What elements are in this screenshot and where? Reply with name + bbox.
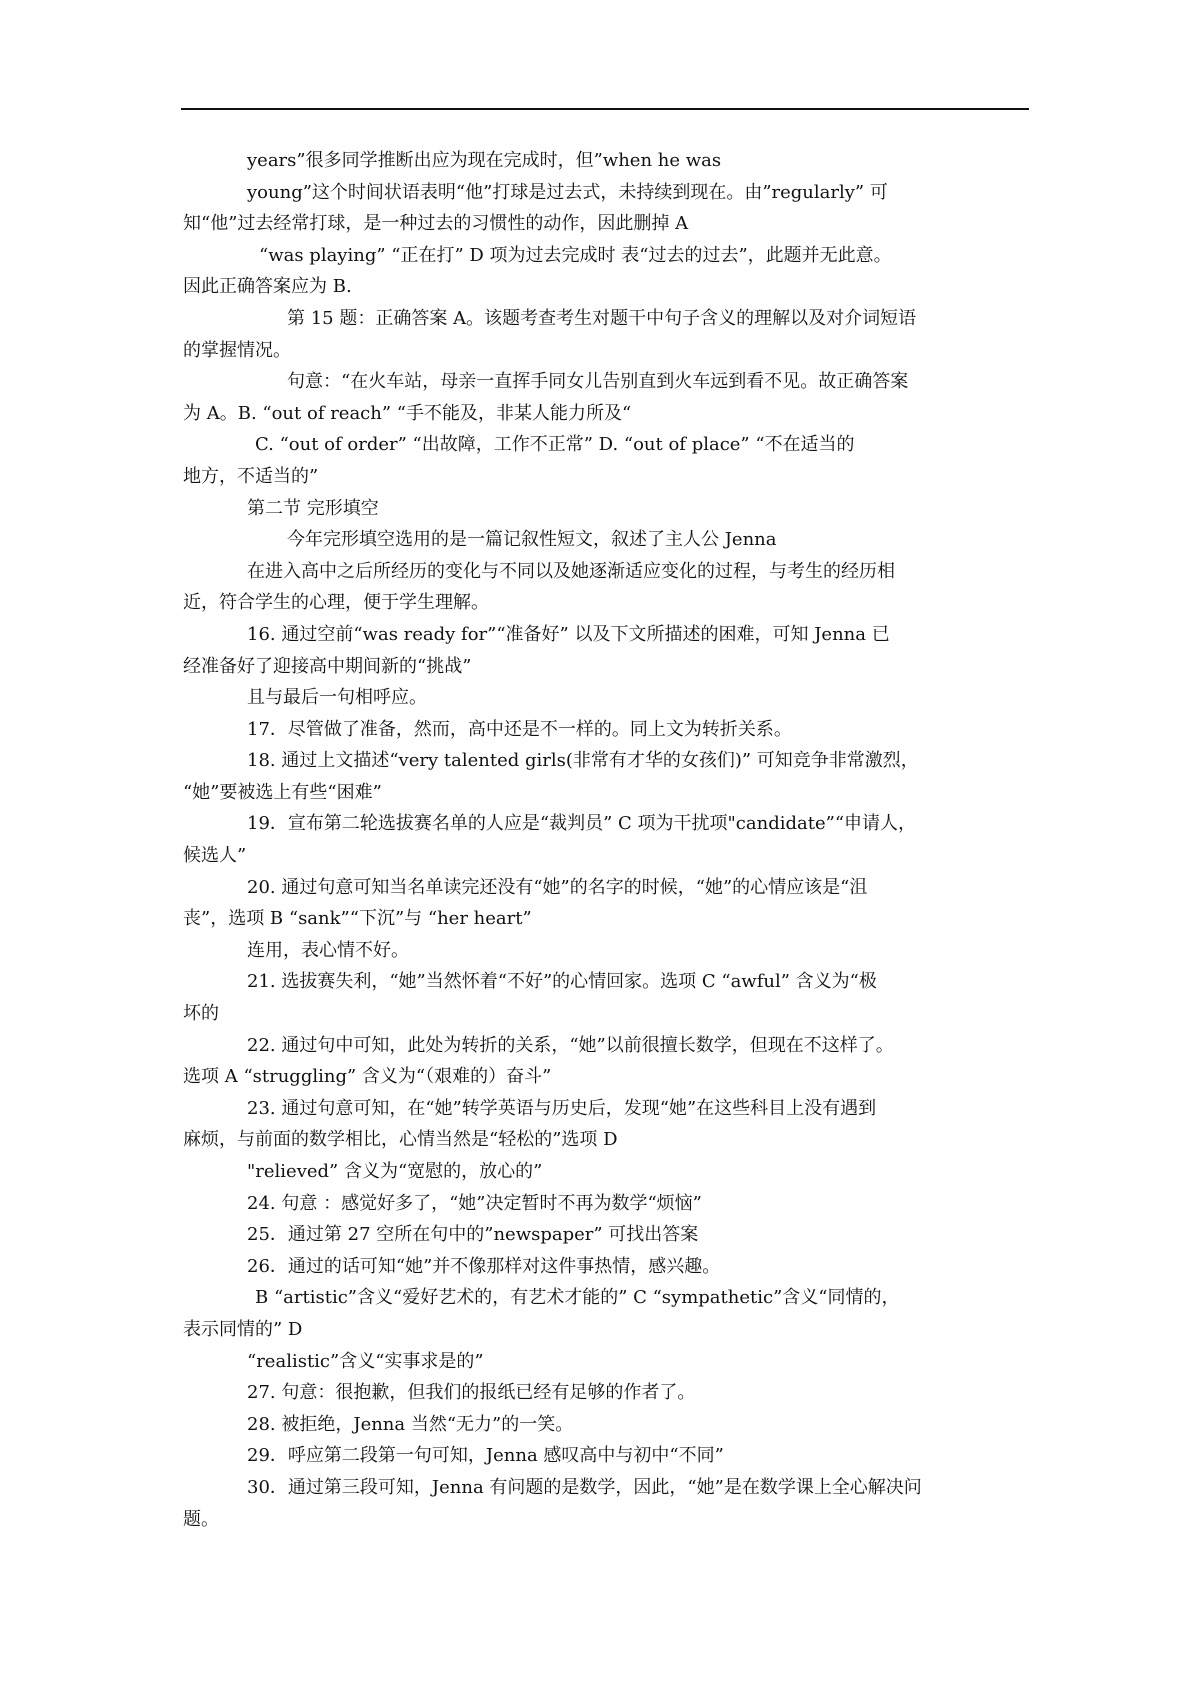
text-line: “realistic”含义“实事求是的” (247, 1350, 484, 1372)
text-line: 第 15 题：正确答案 A。该题考查考生对题干中句子含义的理解以及对介词短语 (287, 307, 917, 329)
text-line: 30．通过第三段可知，Jenna 有问题的是数学，因此，“她”是在数学课上全心解决问 (247, 1476, 922, 1498)
text-line: 的掌握情况。 (183, 339, 291, 361)
text-line: 丧”，选项 B “sank”“下沉”与 “her heart” (183, 908, 532, 930)
text-line: 坏的 (183, 1003, 219, 1025)
text-line: 知“他”过去经常打球，是一种过去的习惯性的动作，因此删掉 A (183, 213, 689, 235)
text-line: 在进入高中之后所经历的变化与不同以及她逐渐适应变化的过程，与考生的经历相 (247, 560, 895, 582)
text-line: 16. 通过空前“was ready for”“准备好” 以及下文所描述的困难，可知 Jenna 已 (247, 623, 890, 645)
text-line: C. “out of order” “出故障，工作不正常” D. “out of place” “不在适当的 (255, 434, 855, 456)
text-line: young”这个时间状语表明“他”打球是过去式，未持续到现在。由”regularly” 可 (247, 181, 888, 203)
text-line: 22. 通过句中可知，此处为转折的关系，“她”以前很擅长数学，但现在不这样了。 (247, 1034, 894, 1056)
text-line: 经准备好了迎接高中期间新的“挑战” (183, 655, 472, 677)
text-line: “她”要被选上有些“困难” (183, 781, 382, 803)
text-line: 23. 通过句意可知，在“她”转学英语与历史后，发现“她”在这些科目上没有遇到 (247, 1097, 877, 1119)
text-line: 20. 通过句意可知当名单读完还没有“她”的名字的时候，“她”的心情应该是“沮 (247, 876, 868, 898)
text-line: 28. 被拒绝，Jenna 当然“无力”的一笑。 (247, 1413, 574, 1435)
text-line: 27. 句意：很抱歉，但我们的报纸已经有足够的作者了。 (247, 1382, 696, 1404)
text-line: years”很多同学推断出应为现在完成时，但”when he was (247, 150, 722, 171)
text-line: 第二节 完形填空 (247, 497, 379, 519)
text-line: 29．呼应第二段第一句可知，Jenna 感叹高中与初中“不同” (247, 1445, 724, 1467)
text-line: 19．宣布第二轮选拔赛名单的人应是“裁判员” C 项为干扰项"candidate”“申请人， (247, 813, 917, 835)
text-line: 近，符合学生的心理，便于学生理解。 (183, 592, 489, 614)
text-line: 因此正确答案应为 B. (183, 276, 352, 298)
text-line: 选项 A “struggling” 含义为“（艰难的）奋斗” (183, 1066, 552, 1088)
text-line: 26．通过的话可知“她”并不像那样对这件事热情，感兴趣。 (247, 1255, 721, 1277)
text-line: "relieved” 含义为“宽慰的，放心的” (247, 1161, 543, 1182)
text-line: B “artistic”含义“爱好艺术的，有艺术才能的” C “sympathetic”含义“同情的， (255, 1287, 900, 1309)
text-line: 麻烦，与前面的数学相比，心情当然是“轻松的”选项 D (183, 1129, 618, 1151)
text-line: 连用，表心情不好。 (247, 939, 409, 961)
text-line: 17．尽管做了准备，然而，高中还是不一样的。同上文为转折关系。 (247, 718, 792, 740)
text-line: 25．通过第 27 空所在句中的”newspaper” 可找出答案 (247, 1224, 699, 1246)
text-line: 题。 (183, 1508, 219, 1530)
text-line: 且与最后一句相呼应。 (247, 687, 427, 709)
text-line: 候选人” (183, 845, 247, 867)
text-line: 为 A。B. “out of reach” “手不能及，非某人能力所及“ (183, 402, 632, 424)
text-line: 地方，不适当的” (183, 465, 319, 487)
text-line: 24. 句意 ：感觉好多了，“她”决定暂时不再为数学“烦恼” (247, 1192, 702, 1214)
text-line: 句意：“在火车站，母亲一直挥手同女儿告别直到火车远到看不见。故正确答案 (287, 371, 909, 393)
text-line: 18. 通过上文描述“very talented girls(非常有才华的女孩们)” 可知竞争非常激烈， (247, 750, 919, 772)
text-line: 今年完形填空选用的是一篇记叙性短文，叙述了主人公 Jenna (287, 529, 777, 551)
header-rule (181, 108, 1029, 110)
text-line: 表示同情的” D (183, 1318, 303, 1340)
document-body (183, 145, 1029, 1535)
text-line: 21. 选拔赛失利，“她”当然怀着“不好”的心情回家。选项 C “awful” 含义为“极 (247, 971, 877, 993)
text-line: “was playing” “正在打” D 项为过去完成时 表“过去的过去”，此题并无此意。 (259, 244, 892, 266)
